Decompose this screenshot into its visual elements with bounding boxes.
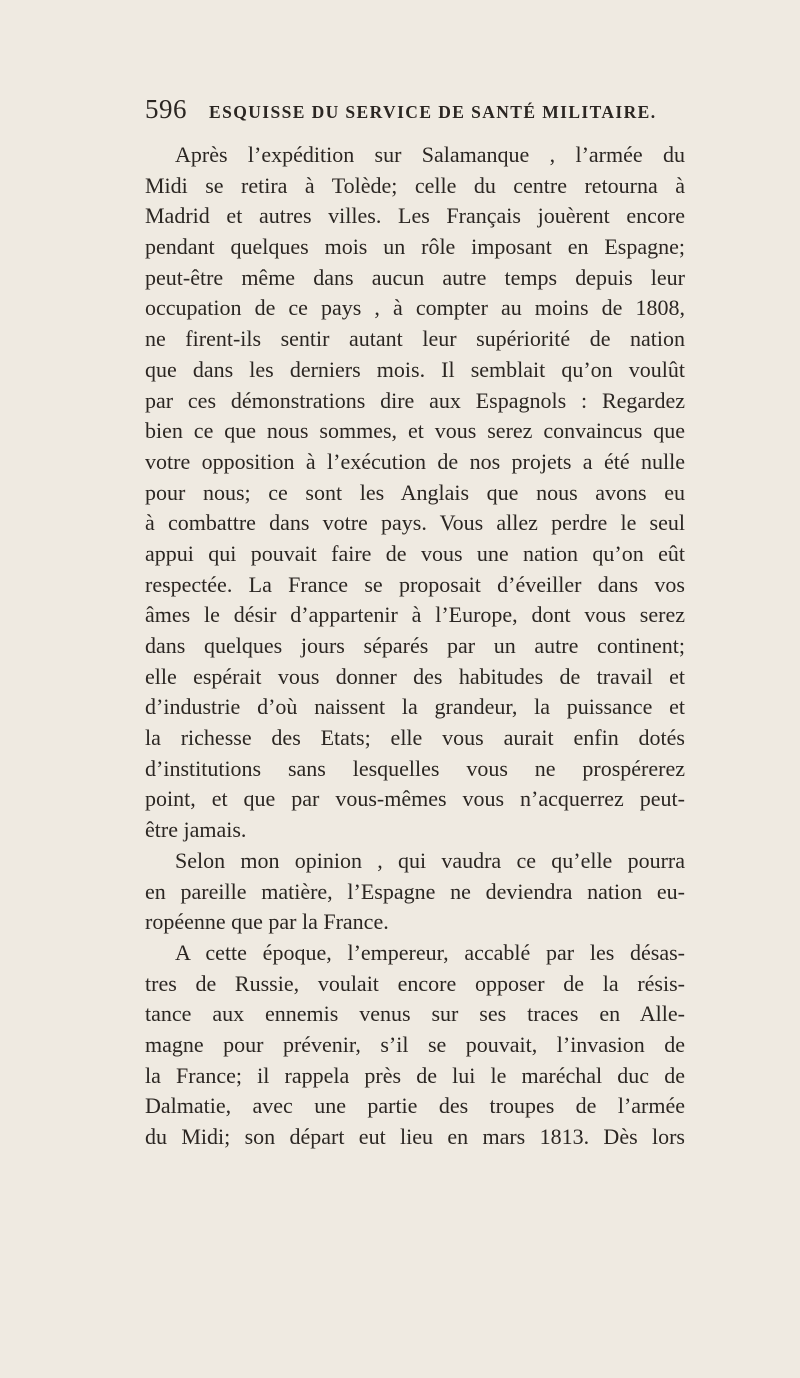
- text-line: en pareille matière, l’Espagne ne deviendra nation eu-: [145, 878, 685, 904]
- running-title: ESQUISSE DU SERVICE DE SANTÉ MILITAIRE.: [209, 102, 657, 122]
- text-line: bien ce que nous sommes, et vous serez convaincus que: [145, 418, 685, 444]
- text-line: âmes le désir d’appartenir à l’Europe, dont vous serez: [145, 602, 685, 628]
- text-line: Après l’expédition sur Salamanque , l’armée du: [175, 142, 685, 167]
- text-line: Midi se retira à Tolède; celle du centre retourna à: [145, 172, 685, 198]
- text-line: du Midi; son départ eut lieu en mars 1813. Dès lors: [145, 1124, 685, 1149]
- text-line: peut-être même dans aucun autre temps depuis leur: [145, 264, 685, 290]
- text-line: tres de Russie, voulait encore opposer de la résis-: [145, 970, 685, 996]
- text-line: ne firent-ils sentir autant leur supériorité de nation: [145, 326, 685, 352]
- text-line: Madrid et autres villes. Les Français jouèrent encore: [145, 203, 685, 229]
- text-line: magne pour prévenir, s’il se pouvait, l’invasion de: [145, 1031, 685, 1057]
- text-line: elle espérait vous donner des habitudes de travail et: [145, 663, 685, 689]
- text-line: dans quelques jours séparés par un autre continent;: [145, 633, 685, 658]
- text-line: être jamais.: [145, 817, 247, 843]
- text-line: occupation de ce pays , à compter au moins de 1808,: [145, 295, 685, 321]
- page-header: [145, 94, 685, 126]
- text-line: A cette époque, l’empereur, accablé par les désas-: [175, 939, 685, 965]
- text-line: appui qui pouvait faire de vous une nation qu’on eût: [145, 540, 685, 566]
- body-text: [145, 140, 685, 1153]
- text-line: votre opposition à l’exécution de nos projets a été nulle: [145, 448, 685, 474]
- text-line: Selon mon opinion , qui vaudra ce qu’elle pourra: [175, 847, 685, 873]
- text-line: que dans les derniers mois. Il semblait qu’on voulût: [145, 356, 685, 382]
- text-line: d’industrie d’où naissent la grandeur, la puissance et: [145, 694, 685, 720]
- text-line: respectée. La France se proposait d’éveiller dans vos: [145, 571, 685, 597]
- text-line: la richesse des Etats; elle vous aurait enfin dotés: [145, 725, 685, 751]
- text-line: tance aux ennemis venus sur ses traces en Alle-: [145, 1001, 685, 1027]
- text-line: Dalmatie, avec une partie des troupes de l’armée: [145, 1093, 685, 1119]
- text-line: la France; il rappela près de lui le maréchal duc de: [145, 1062, 685, 1088]
- text-line: pour nous; ce sont les Anglais que nous avons eu: [145, 479, 685, 505]
- text-line: point, et que par vous-mêmes vous n’acquerrez peut-: [145, 786, 685, 812]
- text-line: d’institutions sans lesquelles vous ne prospérerez: [145, 755, 685, 781]
- text-line: par ces démonstrations dire aux Espagnols : Regardez: [145, 387, 685, 413]
- text-line: pendant quelques mois un rôle imposant en Espagne;: [145, 234, 685, 260]
- page-number: 596: [145, 94, 187, 124]
- text-line: à combattre dans votre pays. Vous allez perdre le seul: [145, 510, 685, 536]
- text-line: ropéenne que par la France.: [145, 909, 389, 935]
